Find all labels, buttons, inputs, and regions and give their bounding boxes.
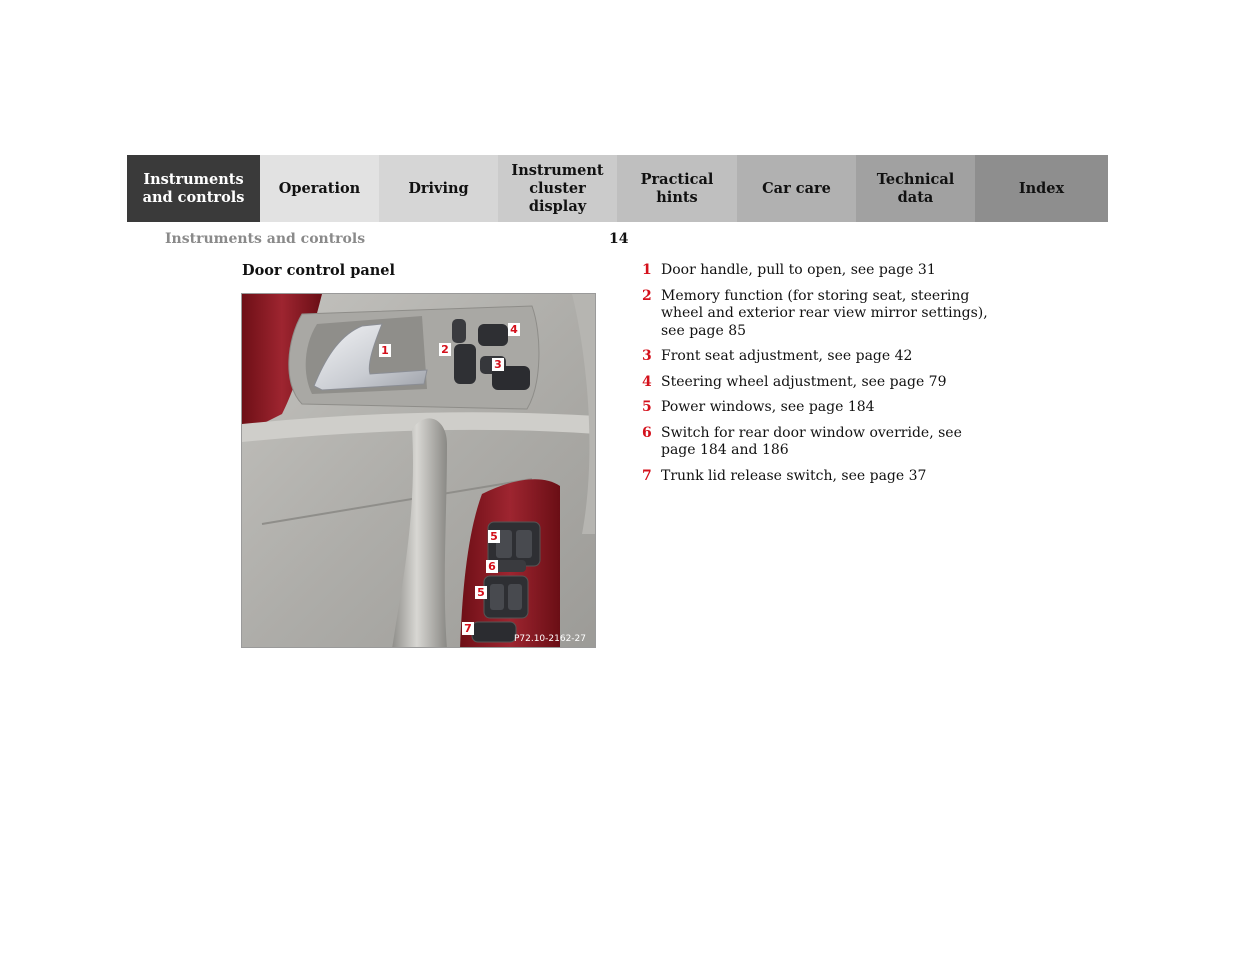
- section-title: Instruments and controls: [165, 231, 366, 247]
- legend-text: Front seat adjustment, see page 42: [661, 348, 913, 364]
- tab-label: Index: [1018, 179, 1065, 197]
- tab-label: Instrument cluster display: [511, 161, 604, 215]
- legend-item: [640, 399, 1000, 417]
- tab-instruments-and-controls[interactable]: [127, 155, 260, 222]
- callout-4: 4: [508, 323, 520, 336]
- tab-label: Instruments and controls: [142, 170, 245, 206]
- tab-label: Technical data: [876, 170, 955, 206]
- callout-3: 3: [492, 358, 504, 371]
- legend-number: 6: [642, 424, 652, 441]
- legend-item: [640, 288, 1000, 341]
- legend-number: 3: [642, 348, 652, 364]
- legend-text: Trunk lid release switch, see page 37: [661, 467, 927, 484]
- figure-code: P72.10-2162-27: [513, 634, 586, 644]
- figure-title: Door control panel: [242, 262, 396, 279]
- tab-practical-hints[interactable]: [617, 155, 737, 222]
- door-panel-drawing: [242, 294, 596, 648]
- legend-text: Memory function (for storing seat, steering wheel and exterior rear view mirror settings), see page 85: [661, 287, 988, 339]
- door-panel-illustration: [241, 293, 596, 648]
- tab-label: Car care: [762, 179, 831, 197]
- tab-car-care[interactable]: [737, 155, 856, 222]
- tab-driving[interactable]: [379, 155, 498, 222]
- legend-item: [640, 262, 1000, 280]
- tab-label: Operation: [278, 179, 361, 197]
- page-number: 14: [609, 231, 629, 247]
- callout-6: 6: [486, 560, 498, 573]
- legend-number: 7: [642, 467, 652, 484]
- legend-item: [640, 425, 1000, 460]
- tab-instrument-cluster-display[interactable]: [498, 155, 617, 222]
- callout-2: 2: [439, 343, 451, 356]
- chapter-tabs: [127, 155, 1108, 222]
- legend-item: [640, 374, 1000, 392]
- callout-1: 1: [379, 344, 391, 357]
- tab-label: Practical hints: [640, 170, 714, 206]
- legend-text: Switch for rear door window override, see page 184 and 186: [661, 424, 962, 458]
- tab-label: Driving: [408, 179, 469, 197]
- callout-5-upper: 5: [488, 530, 500, 543]
- legend-number: 4: [642, 373, 652, 390]
- tab-technical-data[interactable]: [856, 155, 975, 222]
- legend-text: Power windows, see page 184: [661, 399, 875, 415]
- legend-text: Steering wheel adjustment, see page 79: [661, 373, 947, 390]
- callout-7: 7: [462, 622, 474, 635]
- tab-operation[interactable]: [260, 155, 379, 222]
- legend-number: 2: [642, 287, 652, 304]
- tab-index[interactable]: [975, 155, 1108, 222]
- legend-text: Door handle, pull to open, see page 31: [661, 262, 936, 278]
- legend-item: [640, 468, 1000, 486]
- legend-list: [640, 262, 1000, 493]
- callout-5-lower: 5: [475, 586, 487, 599]
- legend-item: [640, 348, 1000, 366]
- legend-number: 1: [642, 262, 652, 278]
- legend-number: 5: [642, 399, 652, 415]
